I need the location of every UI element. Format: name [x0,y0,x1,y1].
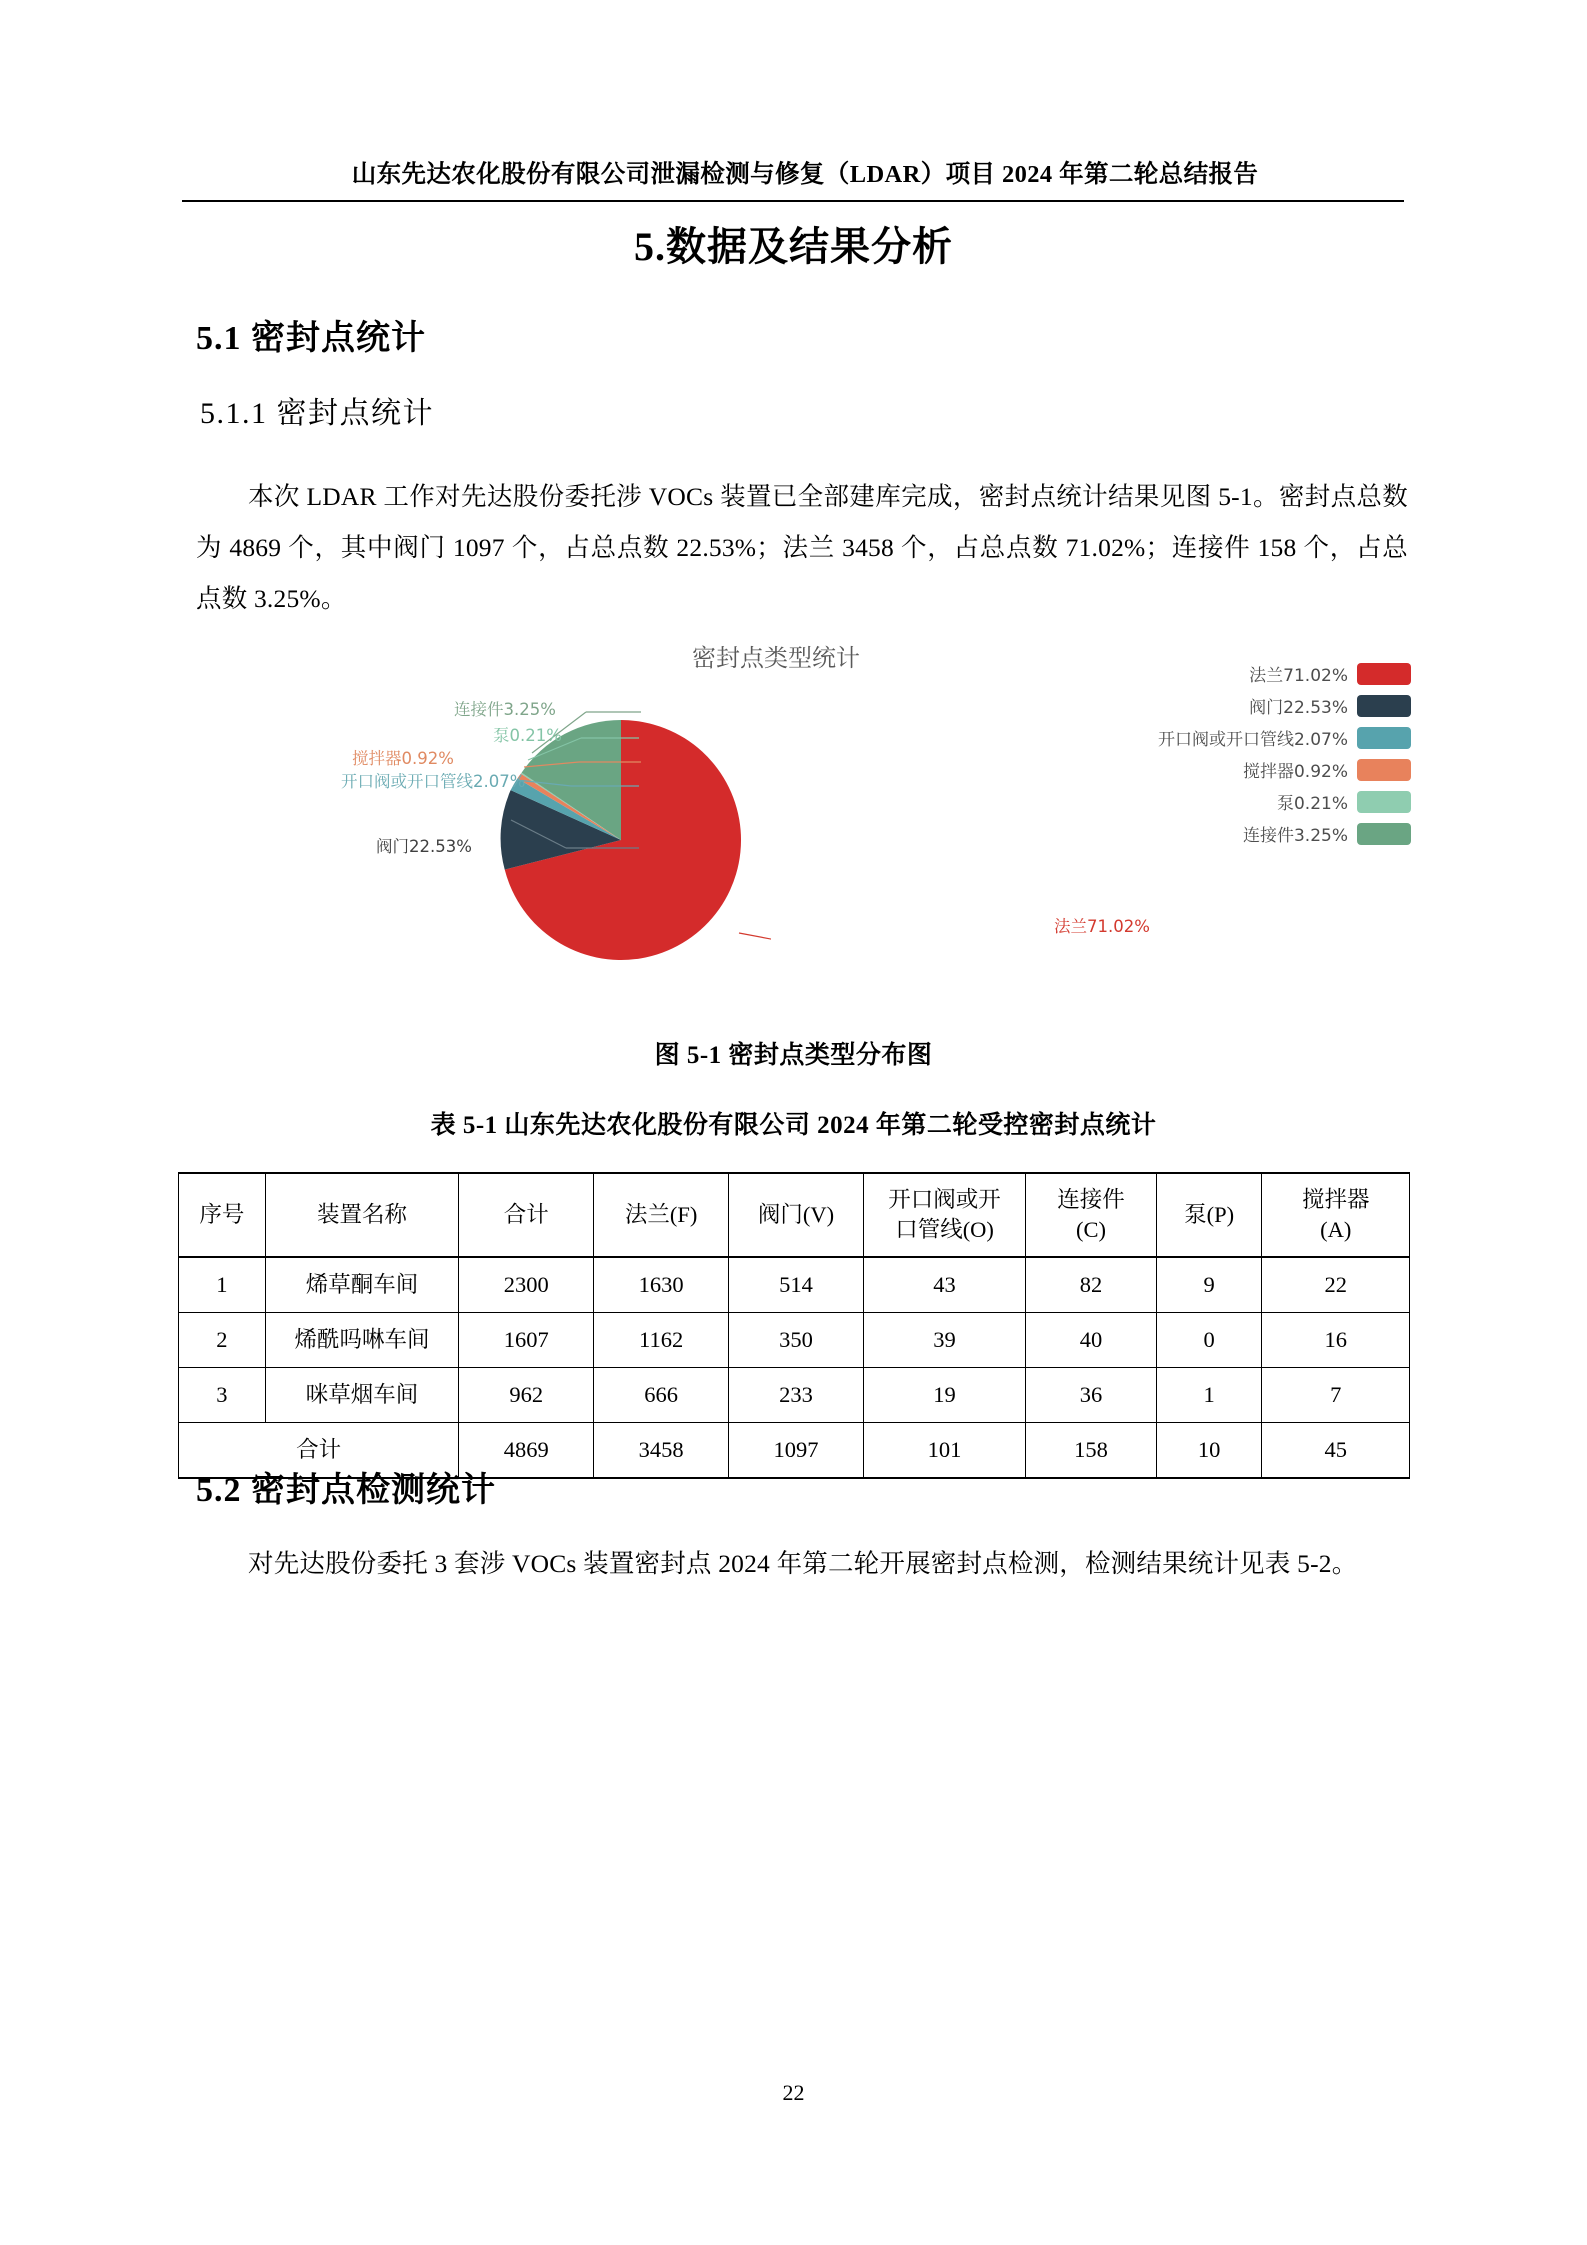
seal-point-table [178,1172,1410,1479]
table-header-device: 装置名称 [265,1173,458,1257]
cell-valve: 514 [729,1257,864,1313]
pie-label-open-line: 开口阀或开口管线2.07% [341,772,526,791]
cell-index: 2 [179,1313,266,1368]
cell-open-line: 39 [864,1313,1026,1368]
pie-label-agitator: 搅拌器0.92% [352,749,454,768]
table-header-agitator [1262,1173,1410,1257]
table-header-flange: 法兰(F) [594,1173,729,1257]
cell-device: 烯草酮车间 [265,1257,458,1313]
cell-total-label: 合计 [179,1423,459,1479]
legend-swatch-valve [1357,695,1411,717]
cell-device: 咪草烟车间 [265,1368,458,1423]
legend-item [1091,724,1411,751]
cell-open-line: 19 [864,1368,1026,1423]
cell-total: 2300 [459,1257,594,1313]
section-heading-5-2: 5.2 密封点检测统计 [196,1472,496,1509]
cell-total-open-line: 101 [864,1423,1026,1479]
table-row [179,1257,1410,1313]
cell-device: 烯酰吗啉车间 [265,1313,458,1368]
cell-open-line: 43 [864,1257,1026,1313]
cell-total: 1607 [459,1313,594,1368]
cell-connector: 82 [1026,1257,1157,1313]
cell-pump: 0 [1156,1313,1262,1368]
cell-flange: 1162 [594,1313,729,1368]
header-line-1: 开口阀或开 [888,1187,1001,1212]
legend-swatch-open-line [1357,727,1411,749]
chart-legend [1091,660,1411,852]
pie-label-flange: 法兰71.02% [1054,917,1150,936]
cell-total-valve: 1097 [729,1423,864,1479]
table-head [179,1173,1410,1257]
table-body [179,1257,1410,1478]
paragraph-detection-stats: 对先达股份委托 3 套涉 VOCs 装置密封点 2024 年第二轮开展密封点检测，检测结果统计见表 5-2。 [248,1549,1358,1578]
cell-total-sum: 4869 [459,1423,594,1479]
legend-item [1091,756,1411,783]
cell-total: 962 [459,1368,594,1423]
header-rule [182,200,1404,202]
table-header-index: 序号 [179,1173,266,1257]
table-header-valve: 阀门(V) [729,1173,864,1257]
legend-swatch-flange [1357,663,1411,685]
legend-label: 搅拌器0.92% [1242,762,1348,782]
cell-total-connector: 158 [1026,1423,1157,1479]
pie-chart-figure [196,628,1411,1006]
cell-pump: 1 [1156,1368,1262,1423]
pie-label-pump: 泵0.21% [493,726,562,745]
header-line-1: 搅拌器 [1301,1187,1370,1212]
paragraph-seal-point-stats: 本次 LDAR 工作对先达股份委托涉 VOCs 装置已全部建库完成，密封点统计结果见图 5-1。密封点总数为 4869 个，其中阀门 1097 个，占总点数 22.53%；法兰 3458 个，占总点数 71.02%；连接件 158 个，占总点数 3.25%。 [196,482,1408,613]
subsection-heading-5-1-1: 5.1.1 密封点统计 [200,397,434,430]
cell-flange: 1630 [594,1257,729,1313]
legend-label: 泵0.21% [1276,794,1348,814]
table-caption: 表 5-1 山东先达农化股份有限公司 2024 年第二轮受控密封点统计 [430,1112,1157,1139]
pie-label-valve: 阀门22.53% [376,837,472,856]
legend-item [1091,820,1411,847]
figure-caption: 图 5-1 密封点类型分布图 [654,1042,933,1069]
legend-label: 开口阀或开口管线2.07% [1157,730,1348,750]
header-line-2: (A) [1320,1217,1352,1242]
section-heading-5-1: 5.1 密封点统计 [196,320,426,357]
cell-connector: 36 [1026,1368,1157,1423]
cell-agitator: 22 [1262,1257,1410,1313]
cell-flange: 666 [594,1368,729,1423]
legend-item [1091,692,1411,719]
cell-pump: 9 [1156,1257,1262,1313]
cell-index: 1 [179,1257,266,1313]
chart-title: 密封点类型统计 [692,644,860,672]
table-header-open-line [864,1173,1026,1257]
table-row [179,1368,1410,1423]
legend-label: 法兰71.02% [1249,666,1348,686]
legend-swatch-pump [1357,791,1411,813]
cell-total-pump: 10 [1156,1423,1262,1479]
cell-total-agitator: 45 [1262,1423,1410,1479]
cell-total-flange: 3458 [594,1423,729,1479]
header-line-2: 口管线(O) [895,1217,994,1242]
header-line-1: 连接件 [1057,1187,1125,1212]
running-header: 山东先达农化股份有限公司泄漏检测与修复（LDAR）项目 2024 年第二轮总结报告 [351,161,1259,188]
legend-label: 连接件3.25% [1242,826,1348,846]
cell-connector: 40 [1026,1313,1157,1368]
table-header-pump: 泵(P) [1156,1173,1262,1257]
table-row [179,1313,1410,1368]
cell-index: 3 [179,1368,266,1423]
chapter-heading: 5.数据及结果分析 [634,224,953,269]
table-header-connector [1026,1173,1157,1257]
legend-item [1091,788,1411,815]
table-header-total: 合计 [459,1173,594,1257]
header-line-2: (C) [1075,1217,1106,1242]
legend-label: 阀门22.53% [1249,698,1348,718]
cell-valve: 233 [729,1368,864,1423]
legend-swatch-agitator [1357,759,1411,781]
table-header-row [179,1173,1410,1257]
cell-agitator: 16 [1262,1313,1410,1368]
cell-valve: 350 [729,1313,864,1368]
cell-agitator: 7 [1262,1368,1410,1423]
legend-item [1091,660,1411,687]
pie-label-connector: 连接件3.25% [454,700,556,719]
legend-swatch-connector [1357,823,1411,845]
page-number: 22 [782,2080,805,2105]
